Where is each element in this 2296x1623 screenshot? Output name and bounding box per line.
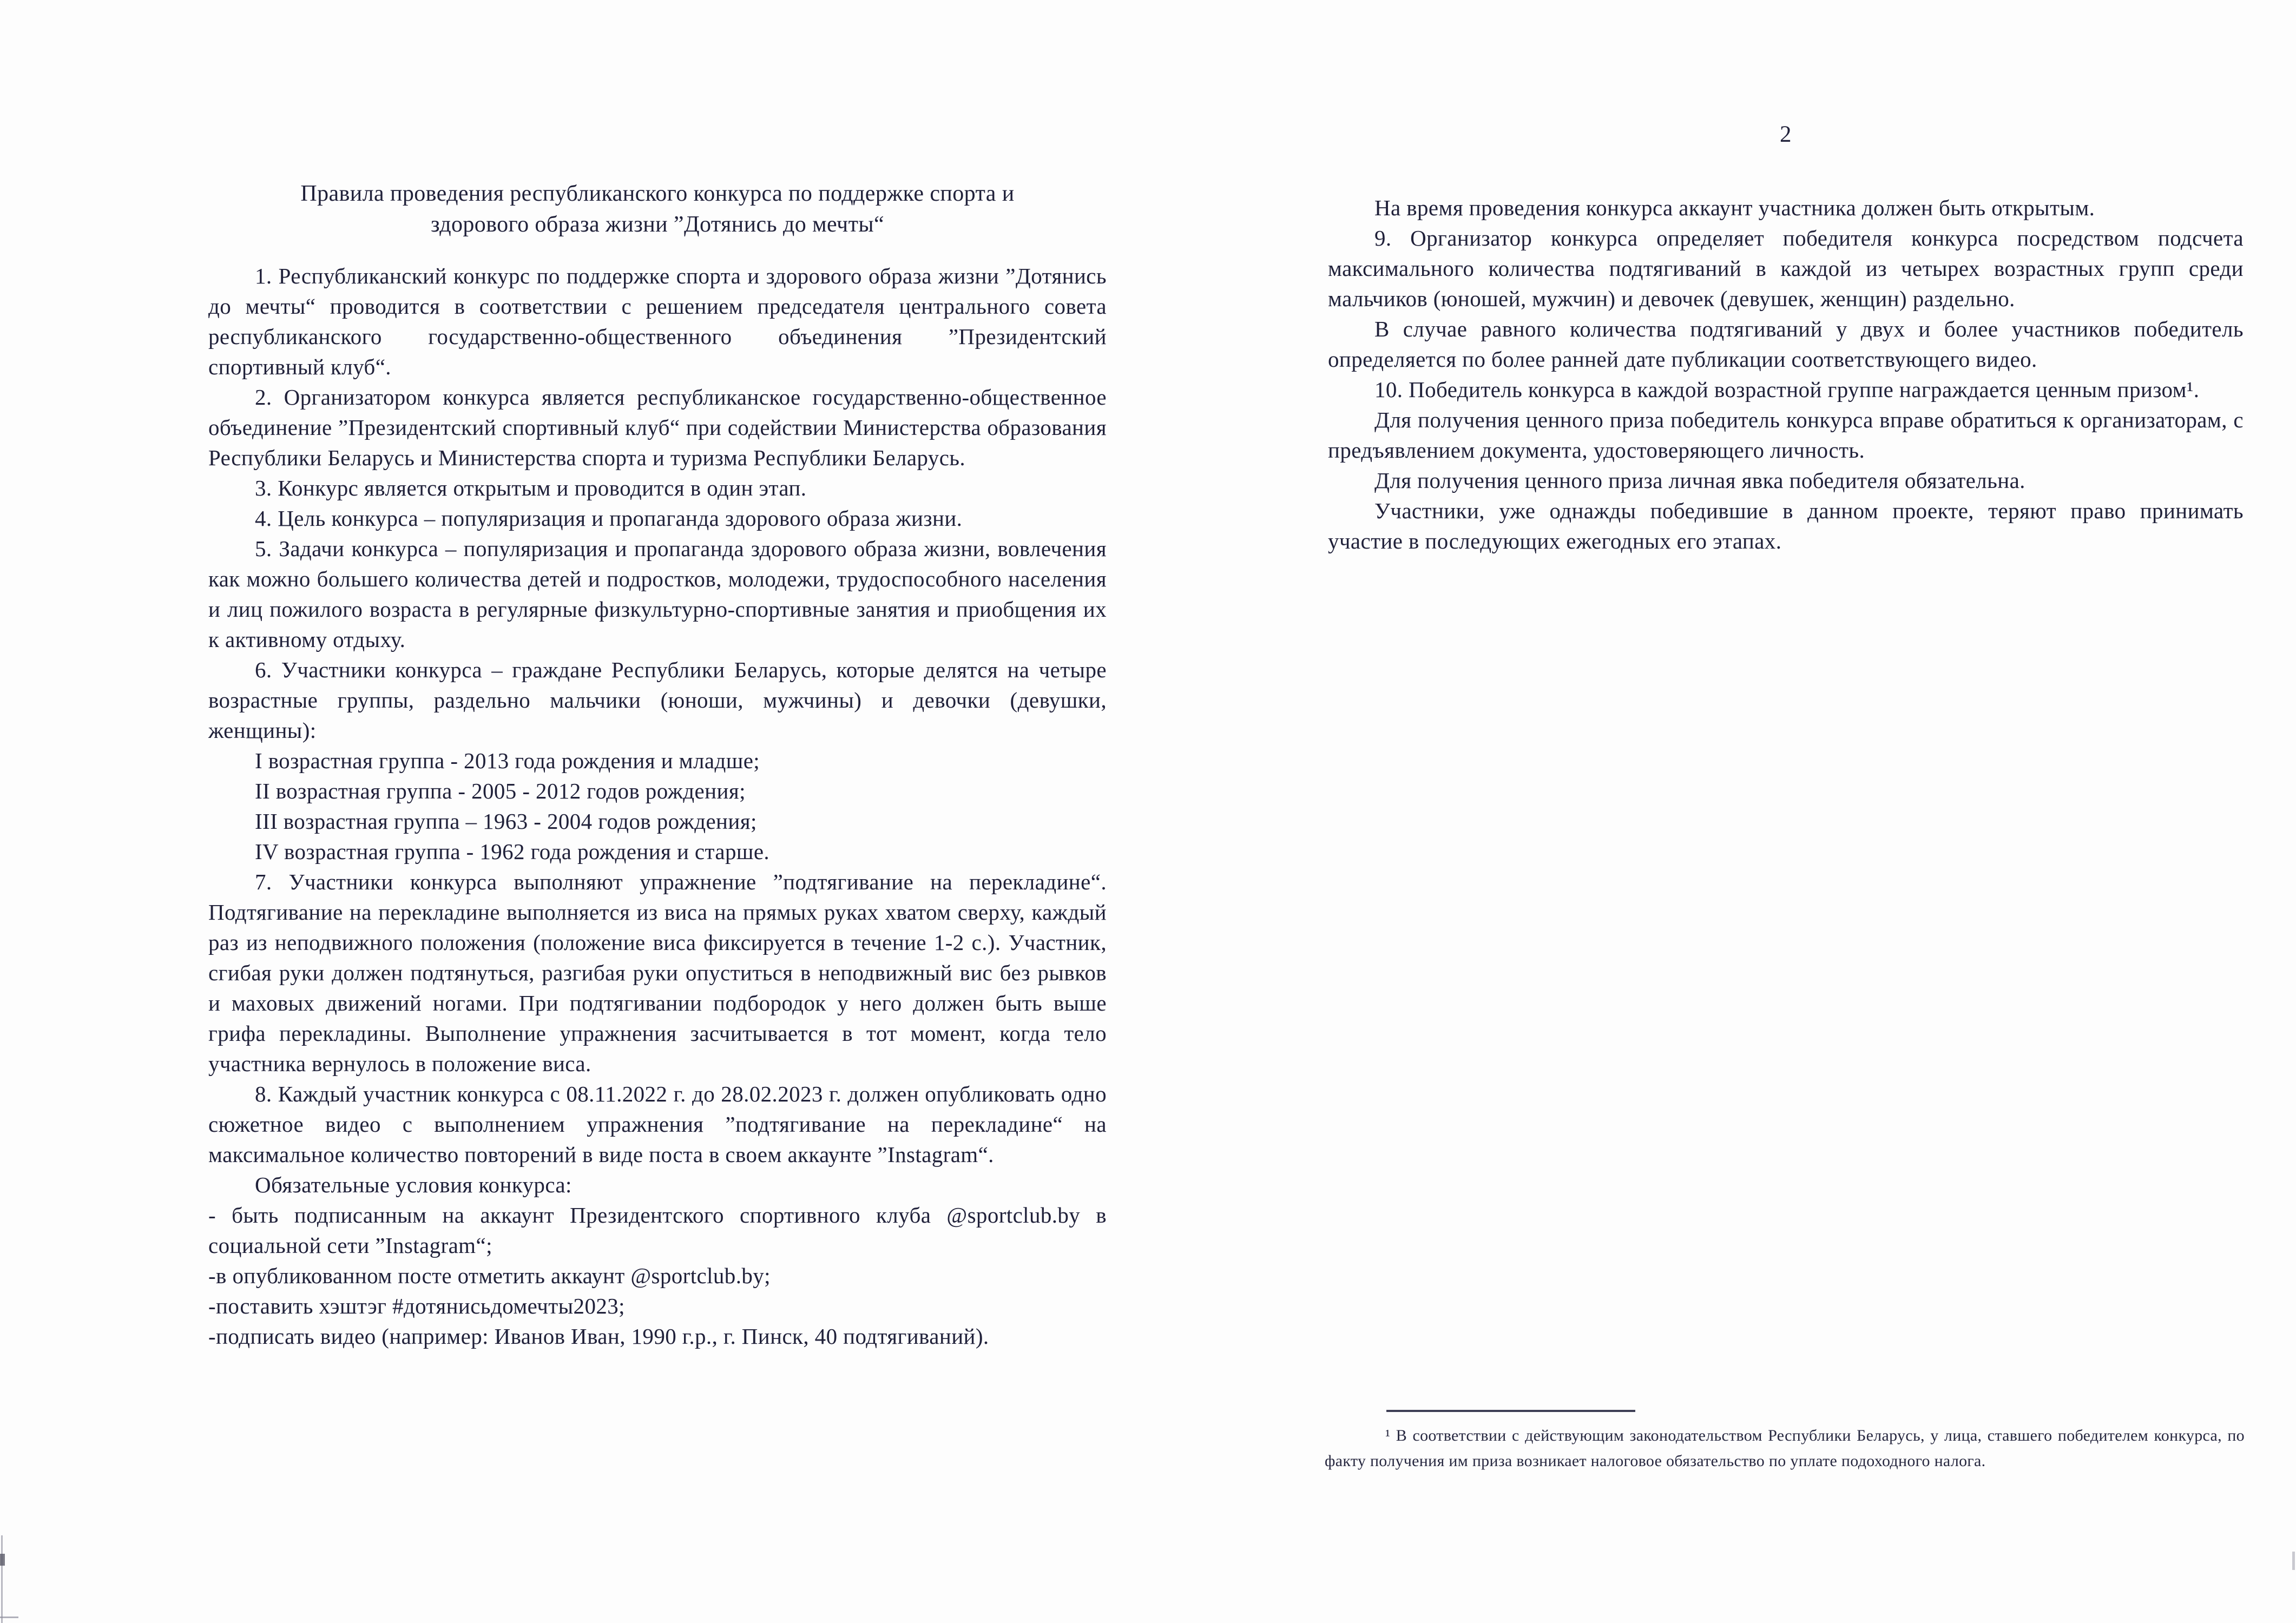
- paragraph: 3. Конкурс является открытым и проводится в один этап.: [255, 476, 807, 500]
- paragraph: Обязательные условия конкурса:: [255, 1172, 572, 1197]
- paragraph: 1. Республиканский конкурс по поддержке спорта и здорового образа жизни ”Дотянись до мечты“ проводится в соответствии с решением председателя центрального совета республиканского государственно-общественного объединения ”Президентский спортивный клуб“.: [208, 263, 1107, 379]
- paragraph: 9. Организатор конкурса определяет победителя конкурса посредством подсчета максимального количества подтягиваний в каждой из четырех возрастных групп среди мальчиков (юношей, мужчин) и девочек (девушек, женщин) раздельно.: [1328, 226, 2244, 311]
- paragraph: На время проведения конкурса аккаунт участника должен быть открытым.: [1374, 195, 2095, 220]
- document-title-line-2: здорового образа жизни ”Дотянись до мечты“: [431, 212, 884, 237]
- age-group-line: I возрастная группа - 2013 года рождения и младше;: [255, 748, 760, 773]
- paragraph: 7. Участники конкурса выполняют упражнение ”подтягивание на перекладине“. Подтягивание на перекладине выполняется из виса на прямых руках хватом сверху, каждый раз из неподвижного положения (положение виса фиксируется в течение 1-2 с.). Участник, сгибая руки должен подтянуться, разгибая руки опуститься в неподвижный вис без рывков и маховых движений ногами. При подтягивании подбородок у него должен быть выше грифа перекладины. Выполнение упражнения засчитывается в тот момент, когда тело участника вернулось в положение виса.: [208, 869, 1107, 1076]
- condition-item: -поставить хэштэг #дотянисьдомечты2023;: [208, 1294, 625, 1318]
- scan-edge-artifact: [1, 1535, 3, 1623]
- condition-item: -в опубликованном посте отметить аккаунт @sportclub.by;: [208, 1263, 771, 1288]
- scan-blob-artifact: [0, 1554, 5, 1566]
- document-title: [208, 179, 1107, 240]
- paragraph: 2. Организатором конкурса является республиканское государственно-общественное объединение ”Президентский спортивный клуб“ при содействии Министерства образования Республики Беларусь и Министерства спорта и туризма Республики Беларусь.: [208, 385, 1107, 470]
- footnote: ¹ В соответствии с действующим законодательством Республики Беларусь, у лица, ставшего победителем конкурса, по факту получения им приза возникает налоговое обязательство по уплате подоходного налога.: [1325, 1427, 2245, 1470]
- age-group-line: IV возрастная группа - 1962 года рождения и старше.: [255, 839, 770, 864]
- footnote-separator: [1386, 1410, 1635, 1412]
- paragraph: 10. Победитель конкурса в каждой возрастной группе награждается ценным призом¹.: [1374, 377, 2200, 402]
- page-1: [208, 179, 1107, 1351]
- page-1-body: [208, 261, 1107, 1351]
- page-number: 2: [1780, 122, 1792, 147]
- age-group-line: II возрастная группа - 2005 - 2012 годов рождения;: [255, 778, 746, 803]
- page-2: [1328, 193, 2244, 556]
- paragraph: Участники, уже однажды победившие в данном проекте, теряют право принимать участие в последующих ежегодных его этапах.: [1328, 498, 2244, 553]
- paragraph: 4. Цель конкурса – популяризация и пропаганда здорового образа жизни.: [255, 506, 963, 531]
- condition-item: - быть подписанным на аккаунт Президентского спортивного клуба @sportclub.by в социальной сети ”Instagram“;: [208, 1203, 1107, 1258]
- paragraph: В случае равного количества подтягиваний у двух и более участников победитель определяется по более ранней дате публикации соответствующего видео.: [1328, 316, 2244, 372]
- scan-bottom-edge-artifact: [0, 1617, 18, 1618]
- paragraph: 6. Участники конкурса – граждане Республики Беларусь, которые делятся на четыре возрастные группы, раздельно мальчики (юноши, мужчины) и девочки (девушки, женщины):: [208, 657, 1107, 743]
- document-title-line-1: Правила проведения республиканского конкурса по поддержке спорта и: [300, 181, 1015, 206]
- paragraph: Для получения ценного приза победитель конкурса вправе обратиться к организаторам, с предъявлением документа, удостоверяющего личность.: [1328, 407, 2244, 463]
- condition-item: -подписать видео (например: Иванов Иван, 1990 г.р., г. Пинск, 40 подтягиваний).: [208, 1324, 989, 1349]
- age-group-line: III возрастная группа – 1963 - 2004 годов рождения;: [255, 809, 757, 834]
- paragraph: 8. Каждый участник конкурса с 08.11.2022 г. до 28.02.2023 г. должен опубликовать одно сюжетное видео с выполнением упражнения ”подтягивание на перекладине“ на максимальное количество повторений в виде поста в своем аккаунте ”Instagram“.: [208, 1081, 1107, 1167]
- paragraph: Для получения ценного приза личная явка победителя обязательна.: [1374, 468, 2025, 493]
- scan-right-edge-artifact: [2292, 1552, 2295, 1570]
- paragraph: 5. Задачи конкурса – популяризация и пропаганда здорового образа жизни, вовлечения как можно большего количества детей и подростков, молодежи, трудоспособного населения и лиц пожилого возраста в регулярные физкультурно-спортивные занятия и приобщения их к активному отдыху.: [208, 536, 1107, 652]
